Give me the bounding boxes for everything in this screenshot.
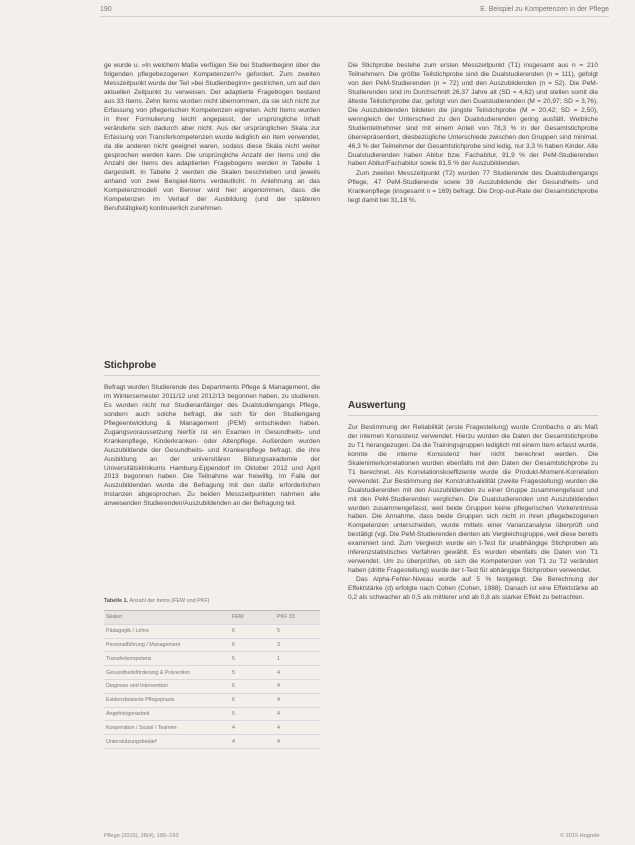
table-cell: 5 [232, 655, 235, 662]
right-column-sample [348, 62, 598, 206]
footer-citation: Pflege (2015), 28(4), 185–193 [104, 833, 179, 839]
table-cell: 5 [232, 710, 235, 717]
table-row [104, 680, 320, 694]
table-row [104, 625, 320, 639]
table-cell: 4 [277, 683, 280, 690]
table-row [104, 694, 320, 708]
alpha-paragraph: Das Alpha-Fehler-Niveau wurde auf 5 % festgelegt. Die Berechnung der Effektstärke (d) erfolgte nach Cohen (Cohen, 1988). Danach ist eine Effektstärke ab 0,2 als schwacher ab 0,5 als mittlerer und ab 0,8 als starker Effekt zu betrachten. [348, 576, 598, 602]
table-cell: 4 [277, 724, 280, 731]
stichprobe-section [104, 362, 320, 509]
section-rule [348, 415, 598, 416]
table-cell: 6 [232, 641, 235, 648]
table-cell: 4 [277, 710, 280, 717]
running-title: E. Beispiel zu Kompetenzen in der Pflege [480, 6, 609, 13]
sample-t2-paragraph: Zum zweiten Messzeitpunkt (T2) wurden 77 Studierende des Dualstudiengangs Pflege, 47 PeM-Studierende sowie 39 Auszubildende der Gesundheits- und Krankenpflege (insgesamt n = 169) befragt. Die Drop-out-Rate der Gesamtstichprobe liegt damit bei 31,18 %. [348, 170, 598, 205]
section-heading-stichprobe: Stichprobe [104, 360, 157, 371]
table-cell: 4 [277, 669, 280, 676]
intro-paragraph: ge wurde u. »In welchem Maße verfügen Sie bei Studienbeginn über die folgenden pflegebezogenen Kompetenzen?« gefordert. Zum zweiten Messzeitpunkt wurde der Teil »bei Studienbeginn« gestrichen, um auf den aktuellen Zeitpunkt zu verweisen. Der adaptierte Fragebogen bestand aus 33 Items. Zehn Items wurden nicht übernommen, da sie sich nicht zur Erfassung von pflegerischen Kompetenzen eigneten. Acht Items wurden in ihrer Formulierung leicht angepasst, der ursprüngliche Inhalt veränderte sich dadurch aber nicht. Aus der ursprünglichen Skala zur Erfassung von Transferkompetenzen wurde lediglich ein Item verwendet, da die anderen nicht geeignet waren, sodass diese Skala nicht weiter gesprochen werden kann. Die ursprüngliche Anzahl der Items und die Anzahl der Items des adaptierten Fragebogens werden in Tabelle 1 dargestellt. In Tabelle 2 werden die Skalen beschrieben und jeweils anhand von zwei Beispiel-Items verdeutlicht. In Anlehnung an das Kompetenzmodell von Benner wird hier angenommen, dass die Kompetenzen im Verlauf der Ausbildung (und der späteren Berufstätigkeit) kontinuierlich zunehmen. [104, 62, 320, 213]
table-cell: 6 [232, 683, 235, 690]
table-row [104, 652, 320, 666]
table-row [104, 639, 320, 653]
table-cell: 4 [232, 738, 235, 745]
table-cell: Angehörigenarbeit [106, 710, 150, 717]
left-column [104, 62, 320, 214]
table-cell: 3 [277, 641, 280, 648]
table-cell: 4 [277, 738, 280, 745]
table-cell: 5 [232, 669, 235, 676]
table-header-row [104, 611, 320, 625]
table-cell: 6 [232, 697, 235, 704]
table-row [104, 666, 320, 680]
table-cell: 1 [277, 655, 280, 662]
table-cell: 4 [277, 697, 280, 704]
table-cell: 4 [232, 724, 235, 731]
table-cell: Transferkompetenz [106, 655, 152, 662]
table-row [104, 735, 320, 749]
table-cell: Unterstützungsbedarf [106, 738, 157, 745]
sample-paragraph: Befragt wurden Studierende des Departments Pflege & Management, die im Wintersemester 2011/12 und 2012/13 begonnen haben, zu studieren. Es wurden nicht nur Studienanfänger des Dualstudiengangs Pflege, sondern auch solche befragt, die sich für den Studiengang Pflegeentwicklung & Management (PEM) entschieden haben. Zugangsvoraussetzung hierfür ist ein Examen in Gesundheits- und Krankenpflege, Kinderkranken- oder Altenpflege. Außerdem wurden Auszubildende der Gesundheits- und Krankenpflege befragt, die ihre Ausbildung an der universitären Bildungsakademie der Universitätsklinikums Hamburg-Eppendorf im Oktober 2012 und April 2013 begonnen haben. Die Teilnahme war freiwillig. Im Falle der Auszubildenden wurde die Befragung mit den dafür erforderlichen Instanzen abgesprochen. Zu beiden Messzeitpunkten nahmen alle anwesenden Studierenden/Auszubildenden an der Befragung teil. [104, 383, 320, 508]
table-caption [104, 598, 320, 604]
items-table [104, 610, 320, 749]
table-caption-label: Tabelle 1. [104, 598, 129, 604]
section-heading-auswertung: Auswertung [348, 400, 406, 411]
table-cell: 5 [277, 628, 280, 635]
table-cell: 6 [232, 628, 235, 635]
table-cell: Diagnose und Intervention [106, 683, 168, 690]
table-header-cell: Skalen [106, 614, 123, 621]
table-cell: Gesundheitsförderung & Prävention [106, 669, 191, 676]
footer-copyright: © 2015 Hogrefe [560, 833, 600, 839]
analysis-paragraph: Zur Bestimmung der Reliabilität (erste Fragestellung) wurde Cronbachs α als Maß der internen Konsistenz verwendet. Hierzu wurden die Daten der Gesamtstichprobe zu T1 herangezogen. Da die Trainingsgruppen lediglich mit einem Item erfasst wurde, konnte die interne Konsistenz hier nicht berechnet werden. Die Skaleninterkorrelationen wurden ebenfalls mit den Daten der Gesamtstichprobe zu T1 berechnet. Als Korrelationskoeffiziente wurde die Produkt-Moment-Korrelation verwendet. Zur Bestimmung der Konstruktvalidität (zweite Fragestellung) wurden die Dualstudierenden mit den Auszubildenden zu einer Gruppe zusammengefasst und mit den PeM-Studierenden verglichen. Die Dualstudierenden und Auszubildenden wurden zusammengefasst, weil beide Gruppen keine pflegerischen Vorkenntnisse haben. Die Annahme, dass beide Gruppen sich nicht in ihren pflegebezogenen Kompetenzen unterscheiden, wurde mittels einer Varianzanalyse überprüft und bestätigt (vgl. Die PeM-Studierenden dienten als Vergleichsgruppe, weil diese bereits examiniert sind. Zum Vergleich wurde ein t-Test für unabhängige Stichproben als inferenzstatistisches Verfahren gewählt. Es wurden ebenfalls die Daten von T1 verwendet. Um zu überprüfen, ob sich die Kompetenzen von T1 zu T2 verändert haben (dritte Fragestellung) wurde der t-Test für abhängige Stichproben verwendet. [348, 423, 598, 575]
table-header-cell: FEW [232, 614, 244, 621]
table-cell: Pädagogik / Lehre [106, 628, 149, 635]
section-rule [104, 375, 320, 376]
table-cell: Kooperation / Sozial / Teamen [106, 724, 177, 731]
header-rule [100, 16, 609, 17]
sample-t1-paragraph: Die Stichprobe bestehe zum ersten Messzeitpunkt (T1) insgesamt aus n = 210 Teilnehmern. Die größte Teilstichprobe sind die Dualstudierenden (n = 111), gefolgt von den PeM-Studierenden (n = 72) und den Auszubildenden (n = 52). Die PeM-Studierenden sind im Durchschnitt 26,37 Jahre alt (SD = 4,62) und stellen somit die älteste Teilstichprobe dar, gefolgt von den Dualstudierenden (M = 20,97; SD = 3,76). Die Auszubildenden bildeten die jüngste Teilstichprobe (M = 20,42; SD = 2,50), wenngleich der Unterschied zu den Dualstudierenden gering ausfällt. Weibliche Studienteilnehmer sind mit einem Anteil von 78,3 % in der Gesamtstichprobe überrepräsentiert, diesbezügliche Unterschiede zwischen den Gruppen sind minimal. 46,3 % der Teilnehmer der Gesamtstichprobe sind ledig, nur 3,3 % haben Kinder. Alle Dualstudierenden haben Abitur bzw. Fachabitur, 91,9 % der PeM-Studierenden haben Abitur/Fachabitur sowie 81,5 % der Auszubildenden. [348, 62, 598, 168]
table-row [104, 708, 320, 722]
table-row [104, 721, 320, 735]
auswertung-section [348, 402, 598, 603]
table-cell: Evidenzbasierte Pflegepraxis [106, 697, 175, 704]
page-number: 190 [100, 6, 112, 13]
table-caption-text: Anzahl der Items (FEW und PKF) [129, 598, 210, 604]
table-header-cell: PKF 33 [277, 614, 295, 621]
table-cell: Personalführung / Management [106, 641, 181, 648]
